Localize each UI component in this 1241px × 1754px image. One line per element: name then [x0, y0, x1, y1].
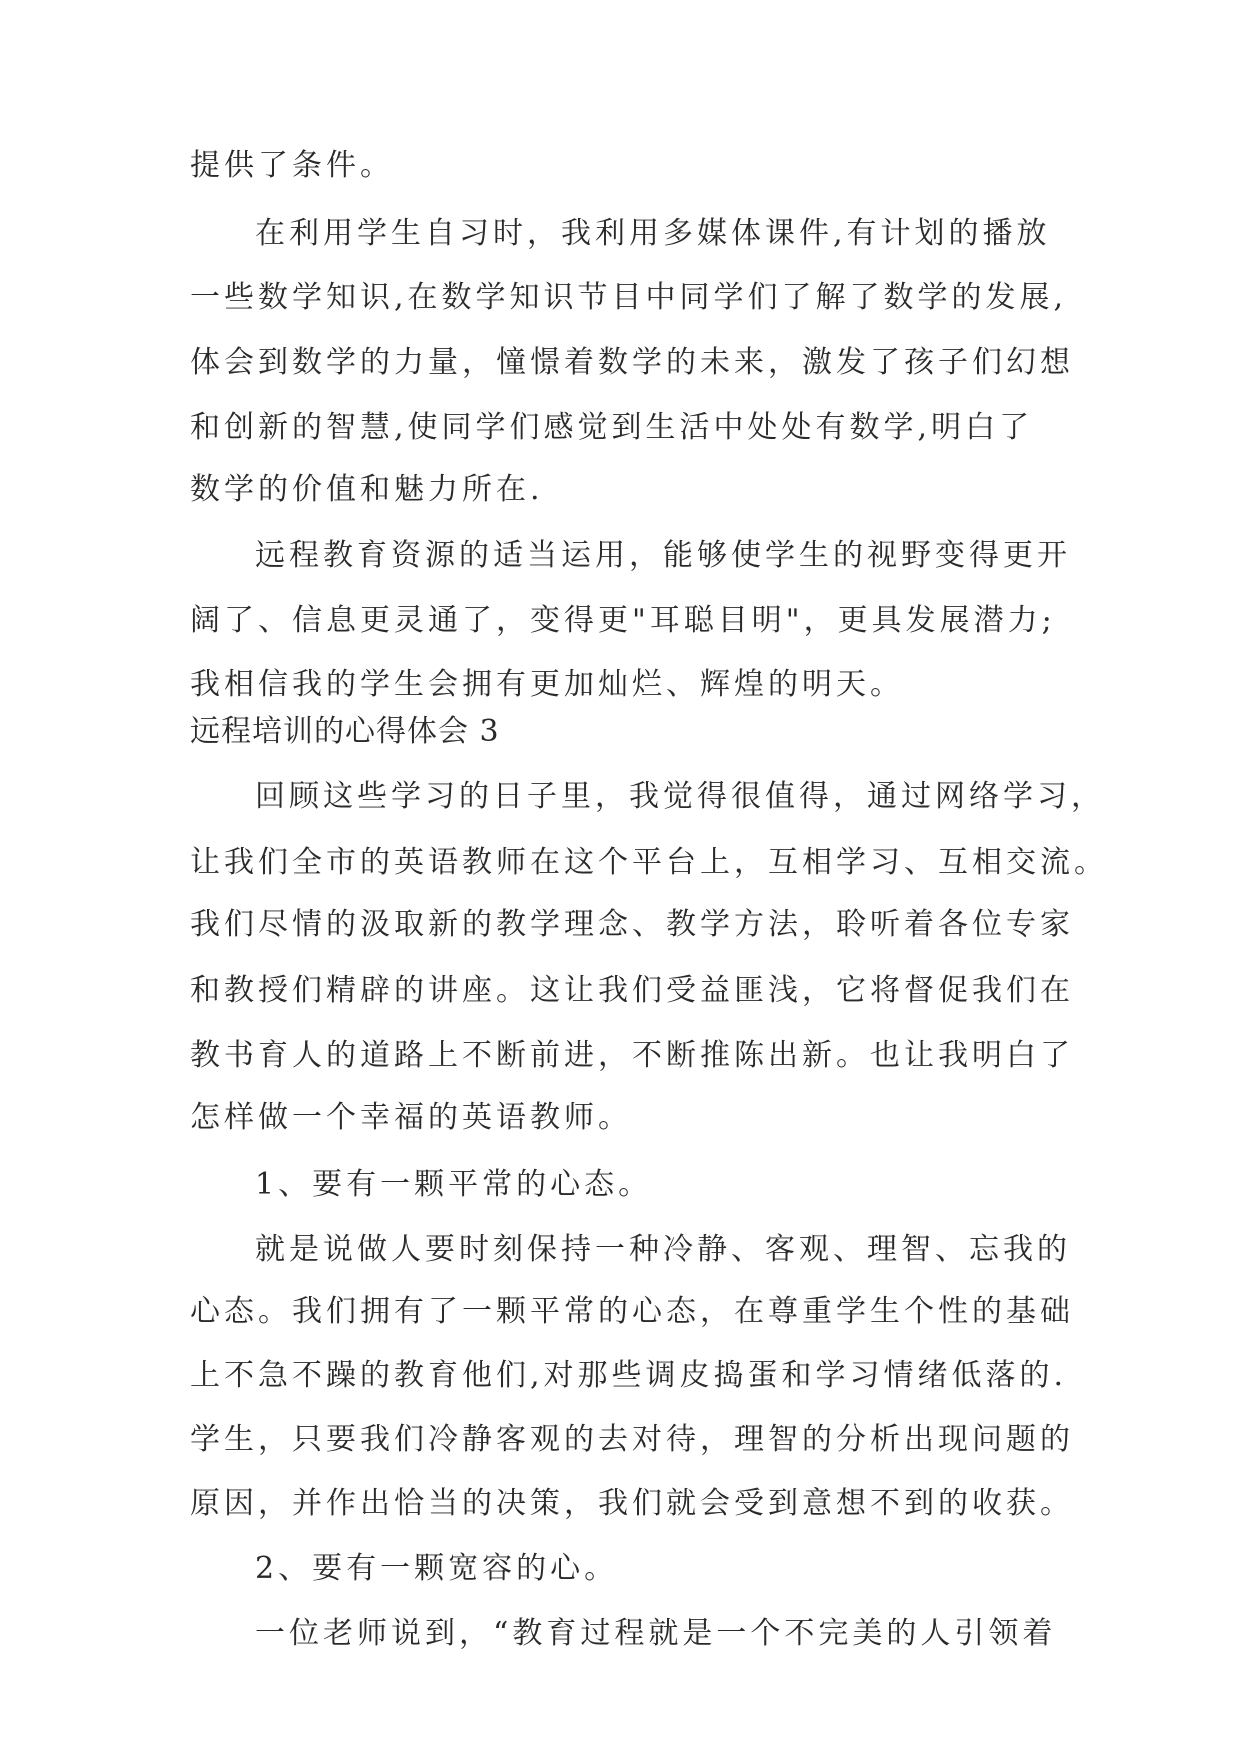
paragraph-first-line: 远程教育资源的适当运用，能够使学生的视野变得更开 [255, 538, 1071, 573]
text-line: 学生，只要我们冷静客观的去对待，理智的分析出现问题的 [190, 1422, 1074, 1457]
text-line: 让我们全市的英语教师在这个平台上，互相学习、互相交流。 [190, 845, 1108, 880]
text-line: 心态。我们拥有了一颗平常的心态，在尊重学生个性的基础 [190, 1294, 1074, 1329]
text-line: 教书育人的道路上不断前进，不断推陈出新。也让我明白了 [190, 1038, 1074, 1073]
text-line: 数学的价值和魅力所在. [190, 472, 544, 507]
section-heading: 远程培训的心得体会 3 [190, 714, 500, 749]
paragraph-first-line: 一位老师说到，“教育过程就是一个不完美的人引领着 [255, 1616, 1057, 1651]
text-line: 提供了条件。 [190, 148, 394, 183]
paragraph-first-line: 回顾这些学习的日子里，我觉得很值得，通过网络学习， [255, 779, 1105, 814]
paragraph-first-line: 就是说做人要时刻保持一种冷静、客观、理智、忘我的 [255, 1232, 1071, 1267]
text-line: 和教授们精辟的讲座。这让我们受益匪浅，它将督促我们在 [190, 973, 1074, 1008]
text-line: 和创新的智慧,使同学们感觉到生活中处处有数学,明白了 [190, 410, 1034, 445]
list-item-heading: 2、要有一颗宽容的心。 [255, 1551, 619, 1586]
text-line: 阔了、信息更灵通了，变得更"耳聪目明"，更具发展潜力; [190, 603, 1056, 638]
text-line: 体会到数学的力量，憧憬着数学的未来，激发了孩子们幻想 [190, 345, 1074, 380]
text-line: 原因，并作出恰当的决策，我们就会受到意想不到的收获。 [190, 1486, 1074, 1521]
text-line: 一些数学知识,在数学知识节目中同学们了解了数学的发展, [190, 280, 1068, 315]
paragraph-first-line: 在利用学生自习时，我利用多媒体课件,有计划的播放 [255, 216, 1051, 251]
text-line: 我相信我的学生会拥有更加灿烂、辉煌的明天。 [190, 667, 904, 702]
text-line: 我们尽情的汲取新的教学理念、教学方法，聆听着各位专家 [190, 907, 1074, 942]
list-item-heading: 1、要有一颗平常的心态。 [255, 1167, 653, 1202]
text-line: 上不急不躁的教育他们,对那些调皮捣蛋和学习情绪低落的. [190, 1358, 1068, 1393]
text-line: 怎样做一个幸福的英语教师。 [190, 1100, 632, 1135]
